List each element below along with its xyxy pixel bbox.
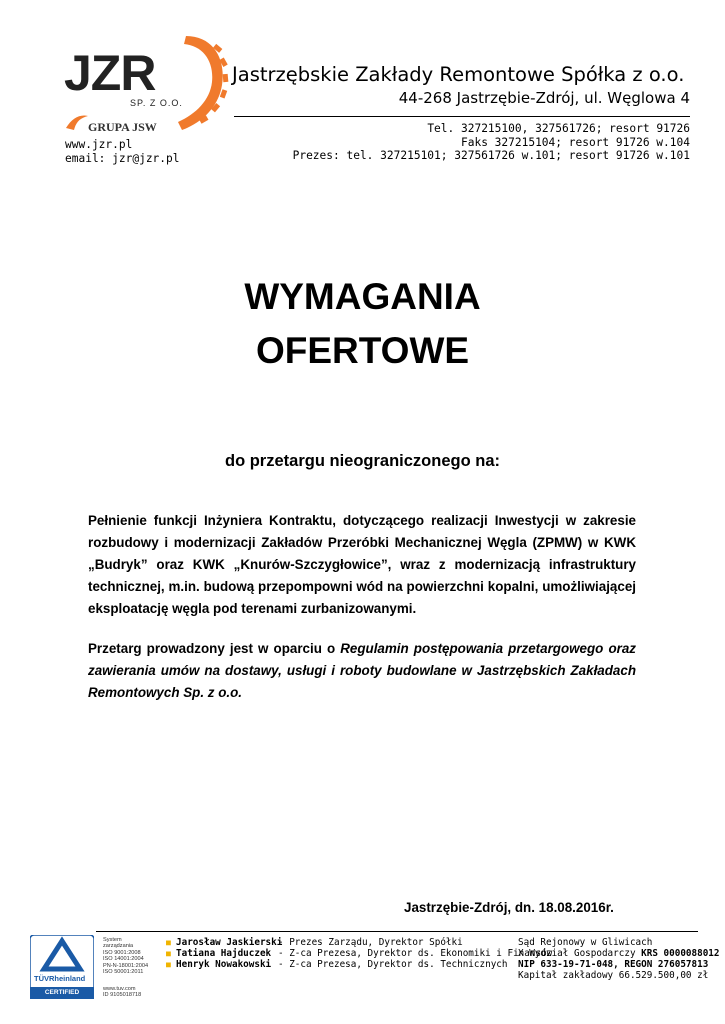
company-name: Jastrzębskie Zakłady Remontowe Spółka z o.o. — [232, 63, 685, 86]
board-member-role: - Z-ca Prezesa, Dyrektor ds. Ekonomiki i Finansów — [278, 948, 553, 959]
share-capital: Kapitał zakładowy 66.529.500,00 zł — [518, 970, 709, 981]
regulation-prefix: Przetarg prowadzony jest w oparciu o — [88, 641, 341, 656]
contact-web — [65, 138, 180, 165]
tuv-reference — [103, 986, 141, 999]
logo-sub-text: SP. Z O.O. — [130, 98, 183, 108]
krs-number: KRS 0000088012 — [641, 948, 720, 959]
tuv-certified-badge — [30, 935, 94, 999]
place-date: Jastrzębie-Zdrój, dn. 18.08.2016r. — [404, 900, 614, 915]
court-name: Sąd Rejonowy w Gliwicach — [518, 937, 653, 948]
title-line-1: WYMAGANIA — [244, 276, 481, 317]
tuv-certified-label: CERTIFIED — [44, 989, 80, 996]
cert-system-label: System — [103, 937, 122, 943]
krs-prefix: X Wydział Gospodarczy — [518, 948, 642, 959]
document-subtitle: do przetargu nieograniczonego na: — [224, 452, 500, 470]
board-member-name: Tatiana Hajduczek — [176, 948, 272, 959]
tuv-id: ID 9105018718 — [103, 992, 142, 999]
cert-system-label-2: zarządzania — [103, 943, 134, 950]
board-member-row — [166, 937, 552, 948]
board-member-row — [166, 959, 552, 970]
document-title — [0, 270, 725, 378]
cert-iso-14001: ISO 14001:2004 — [103, 956, 144, 963]
bullet-icon: ■ — [166, 960, 171, 969]
regulation-title: Regulamin postępowania przetargowego oraz zawierania umów na dostawy, usługi i roboty budowlane w Jastrzębskich Zakładach Remontowych Sp. z o.o. — [88, 641, 636, 700]
board-member-name: Jarosław Jaskierski — [176, 937, 283, 948]
krs-line — [518, 948, 720, 959]
logo-group-text: GRUPA JSW — [88, 120, 157, 134]
title-line-2: OFERTOWE — [255, 330, 470, 371]
president-line: Prezes: tel. 327215101; 327561726 w.101; resort 91726 w.101 — [292, 149, 690, 163]
regulation-paragraph — [88, 638, 636, 704]
cert-iso-50001: ISO 50001:2011 — [103, 969, 144, 976]
cert-pn-n-18001: PN-N-18001:2004 — [103, 962, 149, 969]
cert-iso-9001: ISO 9001:2008 — [103, 949, 141, 956]
company-address: 44-268 Jastrzębie-Zdrój, ul. Węglowa 4 — [398, 89, 690, 107]
tuv-site: www.tuv.com — [103, 986, 136, 992]
logo-brand-text: JZR — [64, 45, 156, 101]
nip-regon: NIP 633-19-71-048, REGON 276057813 — [518, 959, 709, 970]
board-member-name: Henryk Nowakowski — [176, 959, 272, 970]
tuv-brand: TÜVRheinland — [34, 974, 86, 983]
phone-line: Tel. 327215100, 327561726; resort 91726 — [427, 122, 690, 135]
bullet-icon: ■ — [166, 938, 171, 947]
email-link[interactable]: email: jzr@jzr.pl — [65, 151, 180, 165]
board-member-row — [166, 948, 552, 959]
contact-phones — [293, 122, 690, 163]
board-member-role: - Z-ca Prezesa, Dyrektor ds. Technicznych — [278, 959, 508, 970]
board-member-role: - Prezes Zarządu, Dyrektor Spółki — [278, 937, 463, 948]
management-certifications — [103, 937, 148, 975]
bullet-icon: ■ — [166, 949, 171, 958]
fax-line: Faks 327215104; resort 91726 w.104 — [460, 135, 690, 149]
header-divider — [234, 116, 690, 117]
website-link[interactable]: www.jzr.pl — [65, 138, 133, 151]
footer-divider — [96, 931, 698, 932]
company-registry — [518, 937, 720, 981]
scope-paragraph: Pełnienie funkcji Inżyniera Kontraktu, dotyczącego realizacji Inwestycji w zakresie rozbudowy i modernizacji Zakładów Przeróbki Mechanicznej Węgla (ZPMW) w KWK „Budryk” oraz KWK „Knurów-Szczygłowice”, wraz z modernizacją infrastruktury technicznej, m.in. budową przepompowni wód na powierzchni kopalni, umożliwiającej eksploatację węgla pod terenami zurbanizowanymi. — [88, 513, 636, 616]
jzr-logo — [64, 30, 244, 140]
management-board — [166, 937, 552, 970]
